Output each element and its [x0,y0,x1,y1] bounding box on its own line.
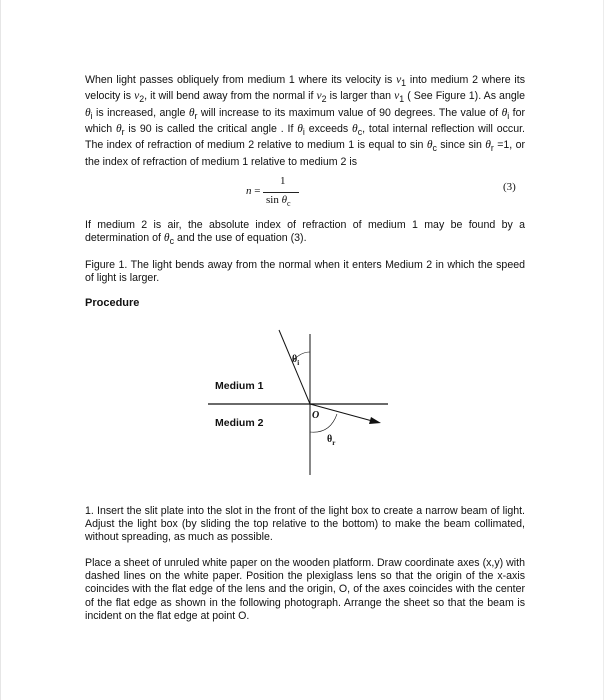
origin-label: O [312,410,320,421]
eq-denominator: $\sin \theta_c$ [266,194,291,209]
theta-i-label: $\theta_i$ [292,354,300,367]
procedure-step-2: Place a sheet of unruled white paper on the wooden platform. Draw coordinate axes (x,y) with dashed lines on the white paper. Position the plexiglass lens so that the origin of the x-axis coincides with the flat edge of the lens and the origin, O, of the axes coincides with the center of the flat edge as shown in the following photograph. Arrange the sheet so that the beam is incident on the flat edge at point O. [85,557,525,622]
air-paragraph: If medium 2 is air, the absolute index of refraction of medium 1 may be found by a determination of $\theta_c$ and the use of equation (3). [85,219,525,247]
eq-numerator: 1 [280,175,286,187]
incident-ray [279,330,310,404]
ray-arrowhead [369,417,381,424]
refracted-ray [310,404,376,422]
procedure-heading: Procedure [85,297,140,309]
medium-2-label: Medium 2 [215,417,264,429]
intro-paragraph: When light passes obliquely from medium 1 where its velocity is $v_1$ into medium 2 where its velocity is $v_2$, it will bend away from the normal if $v_2$ is larger than $v_1$ ( See Figure 1). As angle $\theta_i$ is increased, angle $\theta_r$ will increase to its maximum value of 90 degrees. The value of $\theta_i$ for which $\theta_r$ is 90 is called the critical angle . If $\theta_i$ exceeds $\theta_c$, total internal reflection will occur. The index of refraction of medium 2 relative to medium 1 is equal to $\sin \theta_c$ since $\sin \theta_r =1$, or the index of refraction of medium 1 relative to medium 2 is [85,74,525,168]
figure-caption: Figure 1. The light bends away from the normal when it enters Medium 2 in which the speed of light is larger. [85,259,525,285]
theta-r-label: $\theta_r$ [327,434,336,447]
eq-lhs: n = [246,185,261,197]
equation-number: (3) [503,181,516,193]
medium-1-label: Medium 1 [215,380,264,392]
procedure-step-1: 1. Insert the slit plate into the slot in the front of the light box to create a narrow beam of light. Adjust the light box (by sliding the top relative to the bottom) to make the beam collimated, without spreading, as much as possible. [85,505,525,544]
